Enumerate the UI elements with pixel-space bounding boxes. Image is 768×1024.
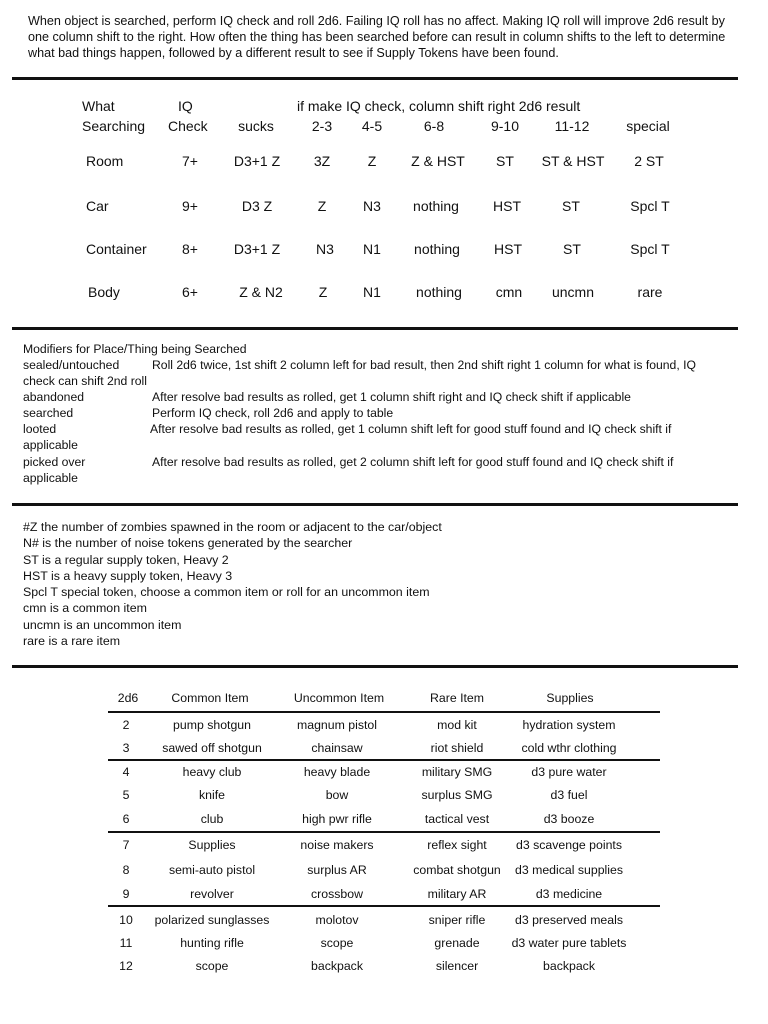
item-cell: pump shotgun xyxy=(173,718,251,732)
item-header-uncommon: Uncommon Item xyxy=(293,691,385,705)
item-cell: d3 scavenge points xyxy=(516,838,622,852)
item-roll-value: 6 xyxy=(122,812,130,826)
item-cell: combat shotgun xyxy=(413,863,501,877)
header-searching: Searching xyxy=(82,118,146,134)
modifier-label: looted xyxy=(23,422,57,436)
item-cell: d3 fuel xyxy=(550,788,588,802)
item-cell: hydration system xyxy=(522,718,616,732)
header-iq: IQ xyxy=(178,98,193,114)
item-roll-value: 10 xyxy=(119,913,133,927)
item-header-supplies: Supplies xyxy=(546,691,594,705)
item-cell: scope xyxy=(195,959,229,973)
search-cell: uncmn xyxy=(551,284,595,300)
search-cell: N1 xyxy=(363,241,381,257)
search-cell: N3 xyxy=(363,198,381,214)
section-divider xyxy=(12,327,738,330)
search-cell: nothing xyxy=(416,284,462,300)
table-divider xyxy=(108,711,660,713)
legend-line: uncmn is an uncommon item xyxy=(23,617,182,632)
search-cell: cmn xyxy=(495,284,523,300)
header-shift-caption: if make IQ check, column shift right 2d6 result xyxy=(297,98,581,114)
modifier-label: sealed/untouched xyxy=(23,358,120,372)
item-roll-value: 3 xyxy=(122,741,130,755)
search-cell: HST xyxy=(494,241,522,257)
item-cell: grenade xyxy=(434,936,480,950)
header-special: special xyxy=(626,118,670,134)
search-cell: nothing xyxy=(413,198,459,214)
search-cell: Z & N2 xyxy=(239,284,283,300)
search-cell: Z & HST xyxy=(411,153,465,169)
item-cell: d3 booze xyxy=(543,812,595,826)
item-cell: riot shield xyxy=(430,741,484,755)
legend-line: N# is the number of noise tokens generated by the searcher xyxy=(23,536,353,551)
item-cell: sniper rifle xyxy=(428,913,486,927)
search-row-label: Container xyxy=(86,241,147,257)
search-cell: 7+ xyxy=(182,153,198,169)
item-cell: cold wthr clothing xyxy=(521,741,617,755)
modifier-text: After resolve bad results as rolled, get 1 column shift right and IQ check shift if applicable xyxy=(152,390,631,404)
search-cell: Z xyxy=(317,198,327,214)
item-roll-value: 2 xyxy=(122,718,130,732)
header-6-8: 6-8 xyxy=(423,118,445,134)
item-cell: semi-auto pistol xyxy=(168,863,256,877)
item-roll-value: 11 xyxy=(119,936,133,950)
item-cell: d3 preserved meals xyxy=(515,913,623,927)
search-row-label: Body xyxy=(88,284,120,300)
item-cell: backpack xyxy=(543,959,595,973)
legend-line: #Z the number of zombies spawned in the room or adjacent to the car/object xyxy=(23,520,442,534)
header-2-3: 2-3 xyxy=(311,118,333,134)
modifier-label: picked over xyxy=(23,455,86,469)
item-cell: knife xyxy=(199,788,225,802)
search-row-label: Room xyxy=(86,153,124,169)
item-cell: magnum pistol xyxy=(297,718,377,732)
item-cell: crossbow xyxy=(311,887,363,901)
search-cell: D3+1 Z xyxy=(233,153,281,169)
item-cell: molotov xyxy=(315,913,359,927)
search-cell: 2 ST xyxy=(634,153,664,169)
item-cell: sawed off shotgun xyxy=(162,741,262,755)
item-cell: polarized sunglasses xyxy=(154,913,270,927)
search-cell: N1 xyxy=(363,284,381,300)
item-cell: noise makers xyxy=(300,838,374,852)
search-cell: ST xyxy=(563,241,581,257)
search-cell: Z xyxy=(367,153,377,169)
table-divider xyxy=(108,759,660,761)
item-cell: d3 medicine xyxy=(535,887,603,901)
legend-line: cmn is a common item xyxy=(23,601,147,616)
legend xyxy=(23,519,442,649)
item-cell: d3 water pure tablets xyxy=(511,936,627,950)
item-cell: bow xyxy=(325,788,349,802)
item-cell: chainsaw xyxy=(311,741,363,755)
search-cell: HST xyxy=(493,198,521,214)
modifier-text-wrap: applicable xyxy=(23,438,78,452)
modifier-text: After resolve bad results as rolled, get 1 column shift left for good stuff found and IQ check shift if xyxy=(150,422,672,436)
item-cell: military SMG xyxy=(421,765,493,779)
search-cell: 3Z xyxy=(313,153,331,169)
header-11-12: 11-12 xyxy=(554,118,590,134)
section-divider xyxy=(12,503,738,506)
header-what: What xyxy=(82,98,115,114)
modifier-text: Roll 2d6 twice, 1st shift 2 column left for bad result, then 2nd shift right 1 column for what is found, IQ xyxy=(152,358,696,372)
item-cell: high pwr rifle xyxy=(302,812,372,826)
legend-line: rare is a rare item xyxy=(23,634,121,649)
search-cell: Z xyxy=(318,284,328,300)
search-cell: D3+1 Z xyxy=(233,241,281,257)
item-roll-value: 5 xyxy=(122,788,130,802)
modifier-label: searched xyxy=(23,406,74,420)
item-cell: d3 medical supplies xyxy=(514,863,624,877)
item-cell: surplus AR xyxy=(307,863,367,877)
search-cell: N3 xyxy=(316,241,334,257)
item-cell: revolver xyxy=(190,887,234,901)
legend-line: ST is a regular supply token, Heavy 2 xyxy=(23,552,229,567)
item-cell: Supplies xyxy=(188,838,236,852)
item-roll-value: 9 xyxy=(122,887,130,901)
item-header-rare: Rare Item xyxy=(430,691,484,705)
item-cell: mod kit xyxy=(437,718,477,732)
item-cell: d3 pure water xyxy=(531,765,607,779)
section-divider xyxy=(12,77,738,80)
item-roll-value: 12 xyxy=(119,959,133,973)
item-header-2d6: 2d6 xyxy=(117,691,139,705)
section-divider xyxy=(12,665,738,668)
modifier-text-wrap: applicable xyxy=(23,471,78,485)
table-divider xyxy=(108,831,660,833)
item-cell: reflex sight xyxy=(427,838,487,852)
item-cell: heavy blade xyxy=(303,765,371,779)
item-cell: surplus SMG xyxy=(421,788,493,802)
header-4-5: 4-5 xyxy=(361,118,383,134)
search-cell: 9+ xyxy=(182,198,198,214)
search-cell: ST xyxy=(496,153,514,169)
item-cell: hunting rifle xyxy=(180,936,244,950)
item-roll-value: 4 xyxy=(122,765,130,779)
search-cell: D3 Z xyxy=(241,198,273,214)
legend-line: Spcl T special token, choose a common item or roll for an uncommon item xyxy=(23,585,430,600)
search-cell: 8+ xyxy=(182,241,198,257)
item-header-common: Common Item xyxy=(171,691,249,705)
search-cell: ST xyxy=(562,198,580,214)
modifier-text: Perform IQ check, roll 2d6 and apply to table xyxy=(152,406,394,420)
search-cell: nothing xyxy=(414,241,460,257)
modifier-text: After resolve bad results as rolled, get 2 column shift left for good stuff found and IQ check shift if xyxy=(152,455,674,469)
search-cell: ST & HST xyxy=(541,153,605,169)
item-cell: club xyxy=(200,812,224,826)
item-cell: heavy club xyxy=(182,765,242,779)
modifier-text-wrap: check can shift 2nd roll xyxy=(23,374,147,388)
search-row-label: Car xyxy=(86,198,109,214)
header-sucks: sucks xyxy=(238,118,274,134)
search-cell: Spcl T xyxy=(630,198,670,214)
header-9-10: 9-10 xyxy=(490,118,520,134)
modifier-label: abandoned xyxy=(23,390,85,404)
item-cell: backpack xyxy=(311,959,363,973)
item-roll-value: 8 xyxy=(122,863,130,877)
search-cell: Spcl T xyxy=(630,241,670,257)
search-cell: rare xyxy=(637,284,663,300)
header-check: Check xyxy=(168,118,208,134)
intro-paragraph: When object is searched, perform IQ check and roll 2d6. Failing IQ roll has no affect. Making IQ roll will improve 2d6 result by one column shift to the right. How often the thing has been searched before can result in column shifts to the left to determine what bad things happen, followed by a different result to see if Supply Tokens have been found. xyxy=(28,14,726,60)
item-roll-value: 7 xyxy=(122,838,130,852)
search-cell: 6+ xyxy=(182,284,198,300)
item-cell: silencer xyxy=(435,959,479,973)
item-cell: scope xyxy=(320,936,354,950)
item-cell: military AR xyxy=(427,887,487,901)
table-divider xyxy=(108,905,660,907)
item-cell: tactical vest xyxy=(424,812,490,826)
legend-line: HST is a heavy supply token, Heavy 3 xyxy=(23,568,233,583)
modifiers-title: Modifiers for Place/Thing being Searched xyxy=(23,342,247,356)
